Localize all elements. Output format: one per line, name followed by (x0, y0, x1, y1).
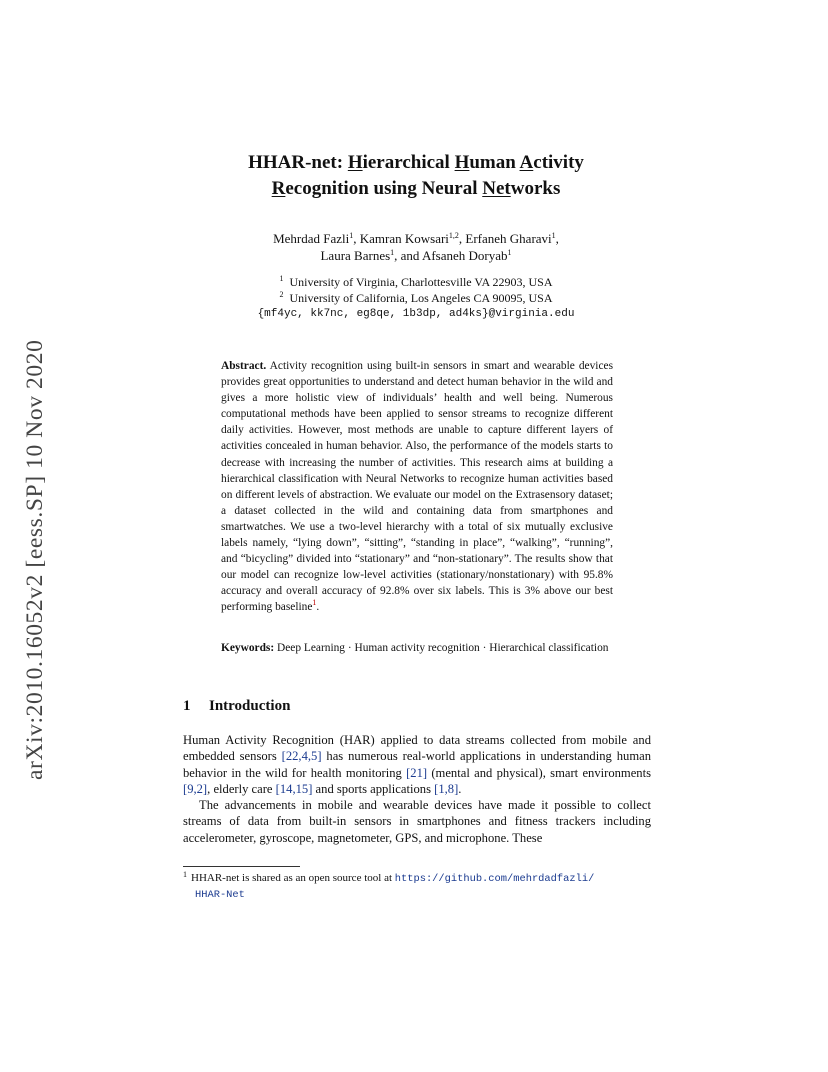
title-line-2: Recognition using Neural Networks (271, 178, 561, 199)
abstract-label: Abstract. (221, 360, 267, 372)
arxiv-identifier: arXiv:2010.16052v2 [eess.SP] 10 Nov 2020 (22, 339, 48, 780)
author-list: Mehrdad Fazli$^1$, Kamran Kowsari$^{1,2}$, Erfaneh Gharavi$^1$, Laura Barnes$^1$, and Afsaneh Doryab$^1$ (273, 231, 559, 263)
paragraph: Human Activity Recognition (HAR) applied to data streams collected from mobile and embedded sensors [22,4,5] has numerous real-world applications in understanding human behavior in the wild for health monitoring [21] (mental and physical), smart environments [9,2], elderly care [14,15] and sports applications [1,8]. (183, 733, 651, 796)
keywords (221, 640, 613, 656)
abstract-text: Activity recognition using built-in sensors in smart and wearable devices provides great opportunities to understand and detect human behavior in the wild and gives a more holistic view of individuals’ health and well being. Numerous computational methods have been applied to sensor streams to recognize different daily activities. However, most methods are unable to capture different layers of activities concealed in human behavior. Also, the performance of the models starts to decrease with increasing the number of activities. This research aims at building a hierarchical classification with Neural Networks to recognize human activities based on different levels of abstraction. We evaluate our model on the Extrasensory dataset; a dataset collected in the wild and containing data from smartphones and smartwatches. We use a two-level hierarchy with a total of six mutually exclusive labels namely, “lying down”, “sitting”, “standing in place”, “walking”, “running”, and “bicycling” divided into “stationary” and “non-stationary”. The results show that our model can recognize low-level activities (stationary/nonstationary) with 95.8% accuracy and overall accuracy of 92.8% over six labels. This is 3% above our best performing baseline (221, 360, 613, 614)
keywords-text: Deep Learning · Human activity recognition · Hierarchical classification (274, 642, 609, 654)
section-heading-introduction (183, 696, 290, 716)
affiliation-1: $^1$ University of Virginia, Charlottesville VA 22903, USA (279, 274, 553, 289)
github-link[interactable]: https://github.com/mehrdadfazli/ (394, 873, 595, 885)
section-number: 1 (183, 698, 191, 714)
citation-link[interactable]: [21] (406, 765, 428, 780)
introduction-body (183, 732, 651, 846)
affiliation-2: $^2$ University of California, Los Angeles CA 90095, USA (279, 290, 553, 305)
author-name: , Kamran Kowsari (353, 231, 449, 246)
abstract: Abstract. Activity recognition using built-in sensors in smart and wearable devices provides great opportunities to understand and detect human behavior in the wild and gives a more holistic view of individuals’ health and well being. Numerous computational methods have been applied to sensor streams to recognize different daily activities. However, most methods are unable to capture different layers of activities concealed in human behavior. Also, the performance of the models starts to decrease with increasing the number of activities. This research aims at building a hierarchical classification with Neural Networks to recognize human activities based on different levels of abstraction. We evaluate our model on the Extrasensory dataset; a dataset collected in the wild and containing data from smartphones and smartwatches. We use a two-level hierarchy with a total of six mutually exclusive labels namely, “lying down”, “sitting”, “standing in place”, “walking”, “running”, and “bicycling” divided into “stationary” and “non-stationary”. The results show that our model can recognize low-level activities (stationary/nonstationary) with 95.8% accuracy and overall accuracy of 92.8% over six labels. This is 3% above our best performing baseline$^1$. (221, 360, 613, 614)
footnote-number: 1 (183, 870, 187, 879)
keywords-label: Keywords: (221, 642, 275, 654)
arxiv-side-stamp (12, 280, 58, 780)
section-title: Introduction (209, 698, 291, 714)
footnote-link[interactable]: 1 (312, 598, 317, 608)
citation-link[interactable]: [1,8] (434, 781, 459, 796)
affiliations (160, 274, 672, 322)
author-name: Laura Barnes (320, 248, 391, 263)
paragraph: The advancements in mobile and wearable devices have made it possible to collect streams of data from built-in sensors in smartphones and fitness trackers including accelerometer, gyroscope, magnetometer, GPS, and microphone. These (183, 798, 651, 845)
citation-link[interactable]: [9,2] (183, 781, 208, 796)
footnote-divider (183, 866, 300, 867)
citation-link[interactable]: [22,4,5] (281, 749, 322, 764)
author-emails: {mf4yc, kk7nc, eg8qe, 1b3dp, ad4ks}@virginia.edu (257, 308, 575, 320)
author-name: Mehrdad Fazli (273, 231, 350, 246)
title-line-1: HHAR-net: Hierarchical Human Activity (248, 152, 584, 173)
paper-title (160, 150, 672, 202)
footnote: $^1$ HHAR-net is shared as an open source tool at https://github.com/mehrdadfazli/ HHAR-Net (183, 870, 595, 901)
author-name: , Erfaneh Gharavi (458, 231, 552, 246)
author-name: , and Afsaneh Doryab (394, 248, 508, 263)
github-link-continued[interactable]: HHAR-Net (195, 889, 245, 901)
citation-link[interactable]: [14,15] (275, 781, 313, 796)
